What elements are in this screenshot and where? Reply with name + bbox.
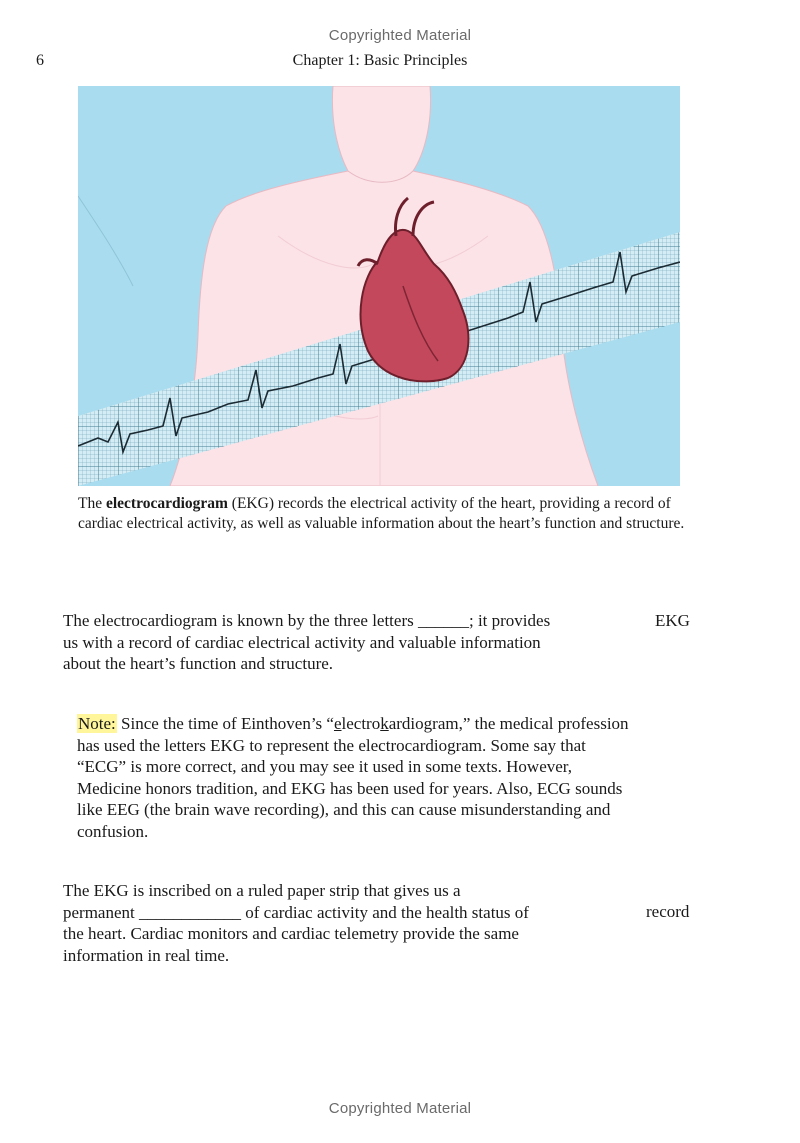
figure-caption: The electrocardiogram (EKG) records the electrical activity of the heart, providing a record of cardiac electrical activity, as well as valuable information about the heart’s function and structure.: [78, 495, 685, 532]
note-label: Note:: [78, 714, 116, 733]
note-paragraph: Note: Since the time of Einthoven’s “electrokardiogram,” the medical profession has used the letters EKG to represent the electrocardiogram. Some say that “ECG” is more correct, and you may see it used in some texts. However, Medicine honors tradition, and EKG has been used for years. Also, ECG sounds like EEG (the brain wave recording), and this can cause misunderstanding and confusion.: [77, 714, 629, 841]
ekg-figure: [78, 86, 680, 486]
frame-2-answer: record: [646, 902, 690, 921]
frame-1-answer: EKG: [655, 611, 690, 630]
frame-1-text: The electrocardiogram is known by the three letters ______; it provides us with a record of cardiac electrical activity and valuable information about the heart’s function and structure.: [63, 611, 551, 673]
page-number: 6: [36, 52, 44, 69]
frame-2-text: The EKG is inscribed on a ruled paper strip that gives us a permanent ____________ of cardiac activity and the health status of the heart. Cardiac monitors and cardiac telemetry provide the same information in real time.: [63, 881, 529, 965]
running-head: Chapter 1: Basic Principles: [292, 52, 468, 69]
copyright-footer: Copyrighted Material: [328, 1100, 472, 1117]
copyright-header: Copyrighted Material: [328, 27, 472, 44]
caption-term: electrocardiogram: [105, 495, 228, 512]
